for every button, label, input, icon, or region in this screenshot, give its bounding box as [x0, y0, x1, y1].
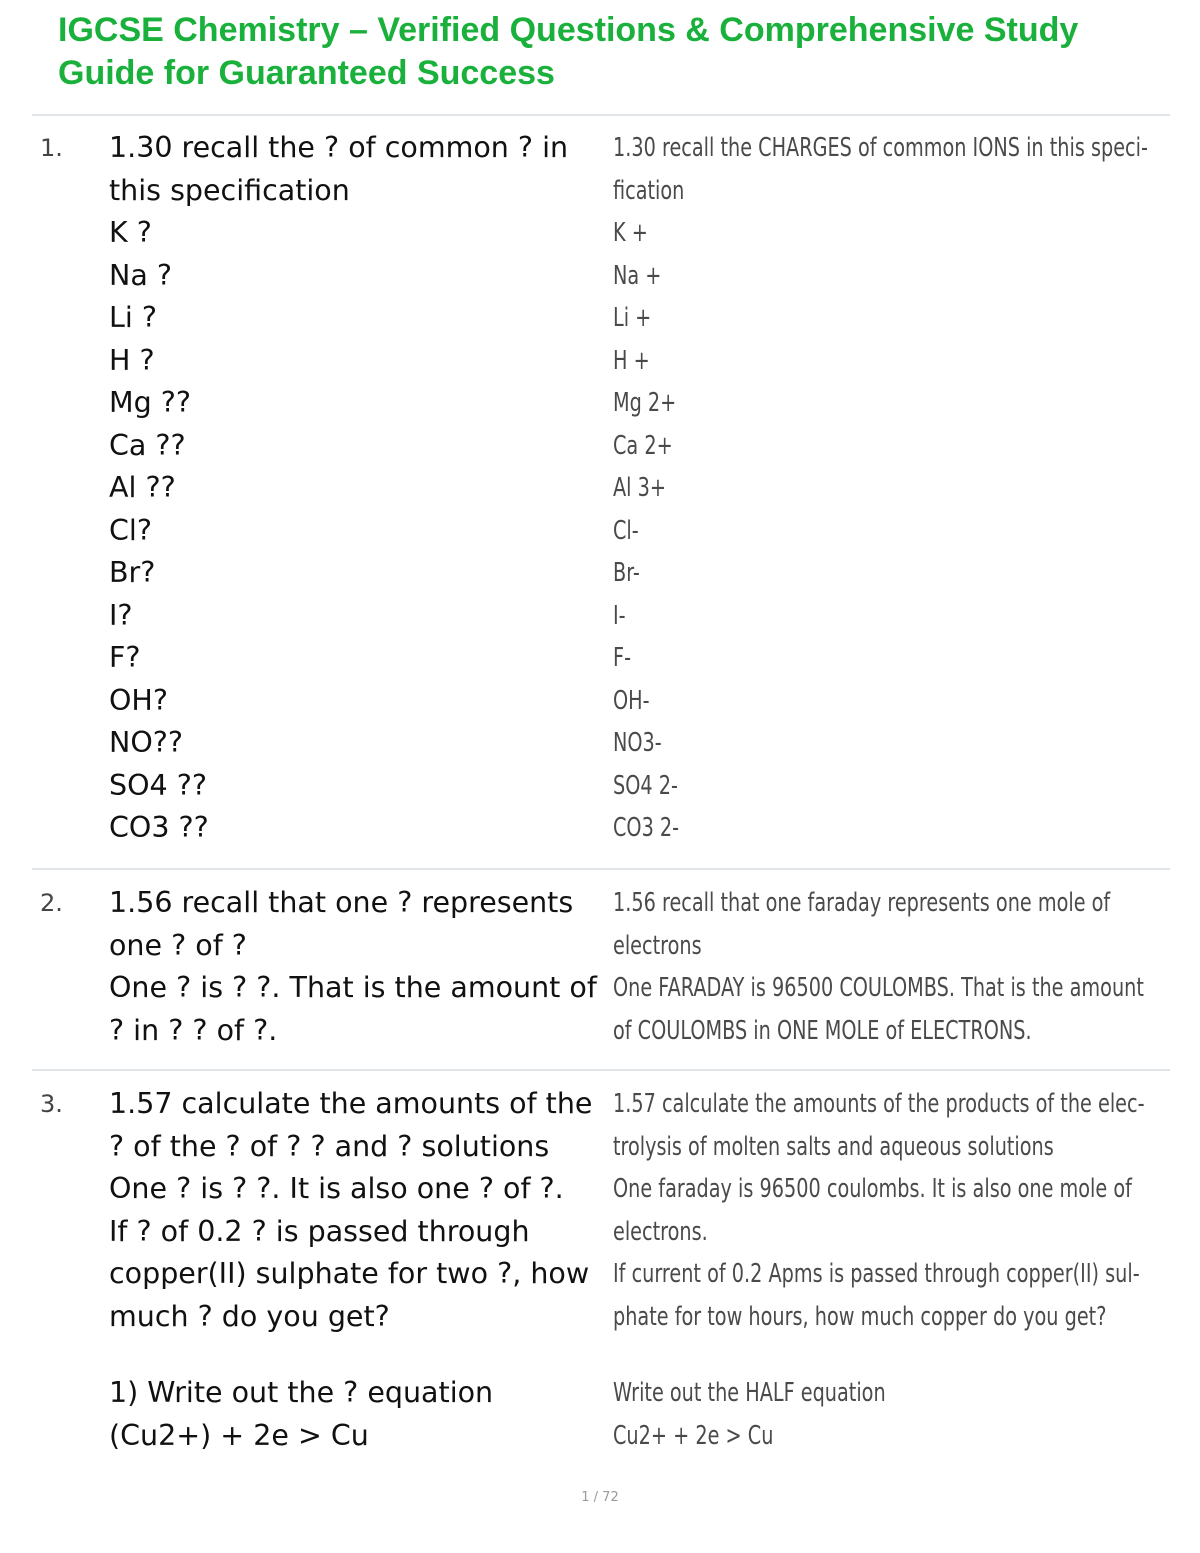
answer-line: Al 3+ [613, 473, 666, 503]
answer-line: K + [613, 218, 648, 248]
answer-line: NO3- [613, 728, 662, 758]
question-line: NO?? [109, 726, 184, 759]
answer-line: 1.56 recall that one faraday represents one mole of [613, 888, 1111, 918]
divider [32, 1069, 1170, 1071]
question-line: Ca ?? [109, 428, 186, 462]
sub-answer-line: Cu2+ + 2e > Cu [613, 1420, 774, 1451]
answer-line: I- [613, 600, 626, 631]
answer-line: fication [613, 175, 685, 206]
answer-line: F- [613, 643, 632, 673]
answer-line: electrons [613, 930, 702, 961]
document-title [58, 10, 1158, 95]
question-line: OH? [109, 683, 168, 717]
answer-line: Li + [613, 303, 652, 333]
answer-line: If current of 0.2 Apms is passed through copper(II) sul- [613, 1259, 1140, 1289]
answer-line: Na + [613, 260, 662, 291]
answer-line: trolysis of molten salts and aqueous solutions [613, 1131, 1054, 1162]
answer-line: Br- [613, 558, 640, 588]
question-text [109, 1083, 609, 1457]
question-line: CO3 ?? [109, 811, 209, 844]
question-line: one ? of ? [109, 928, 247, 962]
answer-line: Ca 2+ [613, 430, 673, 461]
answer-line: Mg 2+ [613, 388, 677, 418]
question-line: H ? [109, 343, 155, 377]
question-line: Na ? [109, 258, 172, 292]
question-line: Li ? [109, 301, 157, 334]
question-text [109, 127, 609, 850]
answer-line: OH- [613, 685, 650, 716]
answer-line: phate for tow hours, how much copper do you get? [613, 1301, 1107, 1332]
question-line: Mg ?? [109, 386, 191, 419]
answer-line: electrons. [613, 1216, 708, 1247]
question-line: 1.30 recall the ? of common ? in [109, 131, 569, 164]
answer-text [613, 127, 1158, 850]
answer-line: of COULOMBS in ONE MOLE of ELECTRONS. [613, 1015, 1032, 1046]
question-line: copper(II) sulphate for two ?, how [109, 1257, 590, 1290]
page-number: 1 / 72 [581, 1490, 619, 1505]
question-line: Al ?? [109, 471, 176, 504]
question-line: I? [109, 598, 133, 632]
question-text [109, 882, 609, 1052]
question-line: Br? [109, 556, 156, 589]
card-number: 1. [40, 134, 63, 162]
answer-line: 1.57 calculate the amounts of the products of the elec- [613, 1089, 1145, 1119]
sub-question-line: 1) Write out the ? equation [109, 1376, 494, 1409]
answer-line: Cl- [613, 515, 639, 546]
sub-answer-line: Write out the HALF equation [613, 1378, 886, 1408]
question-line: If ? of 0.2 ? is passed through [109, 1214, 530, 1248]
question-line: K ? [109, 216, 152, 249]
document-title-line: Guide for Guaranteed Success [58, 53, 555, 92]
divider [32, 114, 1170, 116]
question-line: One ? is ? ?. It is also one ? of ?. [109, 1172, 564, 1205]
question-line: 1.57 calculate the amounts of the [109, 1087, 593, 1120]
answer-text [613, 882, 1158, 1052]
document-title-line: IGCSE Chemistry – Verified Questions & Comprehensive Study [58, 11, 1079, 49]
question-line: ? of the ? of ? ? and ? solutions [109, 1129, 550, 1163]
answer-line: One faraday is 96500 coulombs. It is also one mole of [613, 1174, 1132, 1204]
answer-line: CO3 2- [613, 813, 680, 843]
question-line: One ? is ? ?. That is the amount of [109, 971, 597, 1004]
question-line: Cl? [109, 513, 152, 547]
answer-text [613, 1083, 1158, 1457]
spacer [109, 1338, 609, 1372]
card-number: 3. [40, 1090, 63, 1118]
answer-line: 1.30 recall the CHARGES of common IONS in this speci- [613, 133, 1148, 163]
question-line: ? in ? ? of ?. [109, 1013, 278, 1047]
answer-line: H + [613, 345, 650, 376]
question-line: F? [109, 641, 141, 674]
divider [32, 868, 1170, 870]
question-line: 1.56 recall that one ? represents [109, 886, 574, 919]
question-line: much ? do you get? [109, 1299, 390, 1333]
answer-line: SO4 2- [613, 770, 678, 801]
card-number: 2. [40, 889, 63, 917]
answer-line: One FARADAY is 96500 COULOMBS. That is the amount [613, 973, 1144, 1003]
sub-question-line: (Cu2+) + 2e > Cu [109, 1418, 369, 1452]
spacer [613, 1338, 1158, 1372]
question-line: SO4 ?? [109, 768, 207, 802]
question-line: this specification [109, 173, 350, 207]
